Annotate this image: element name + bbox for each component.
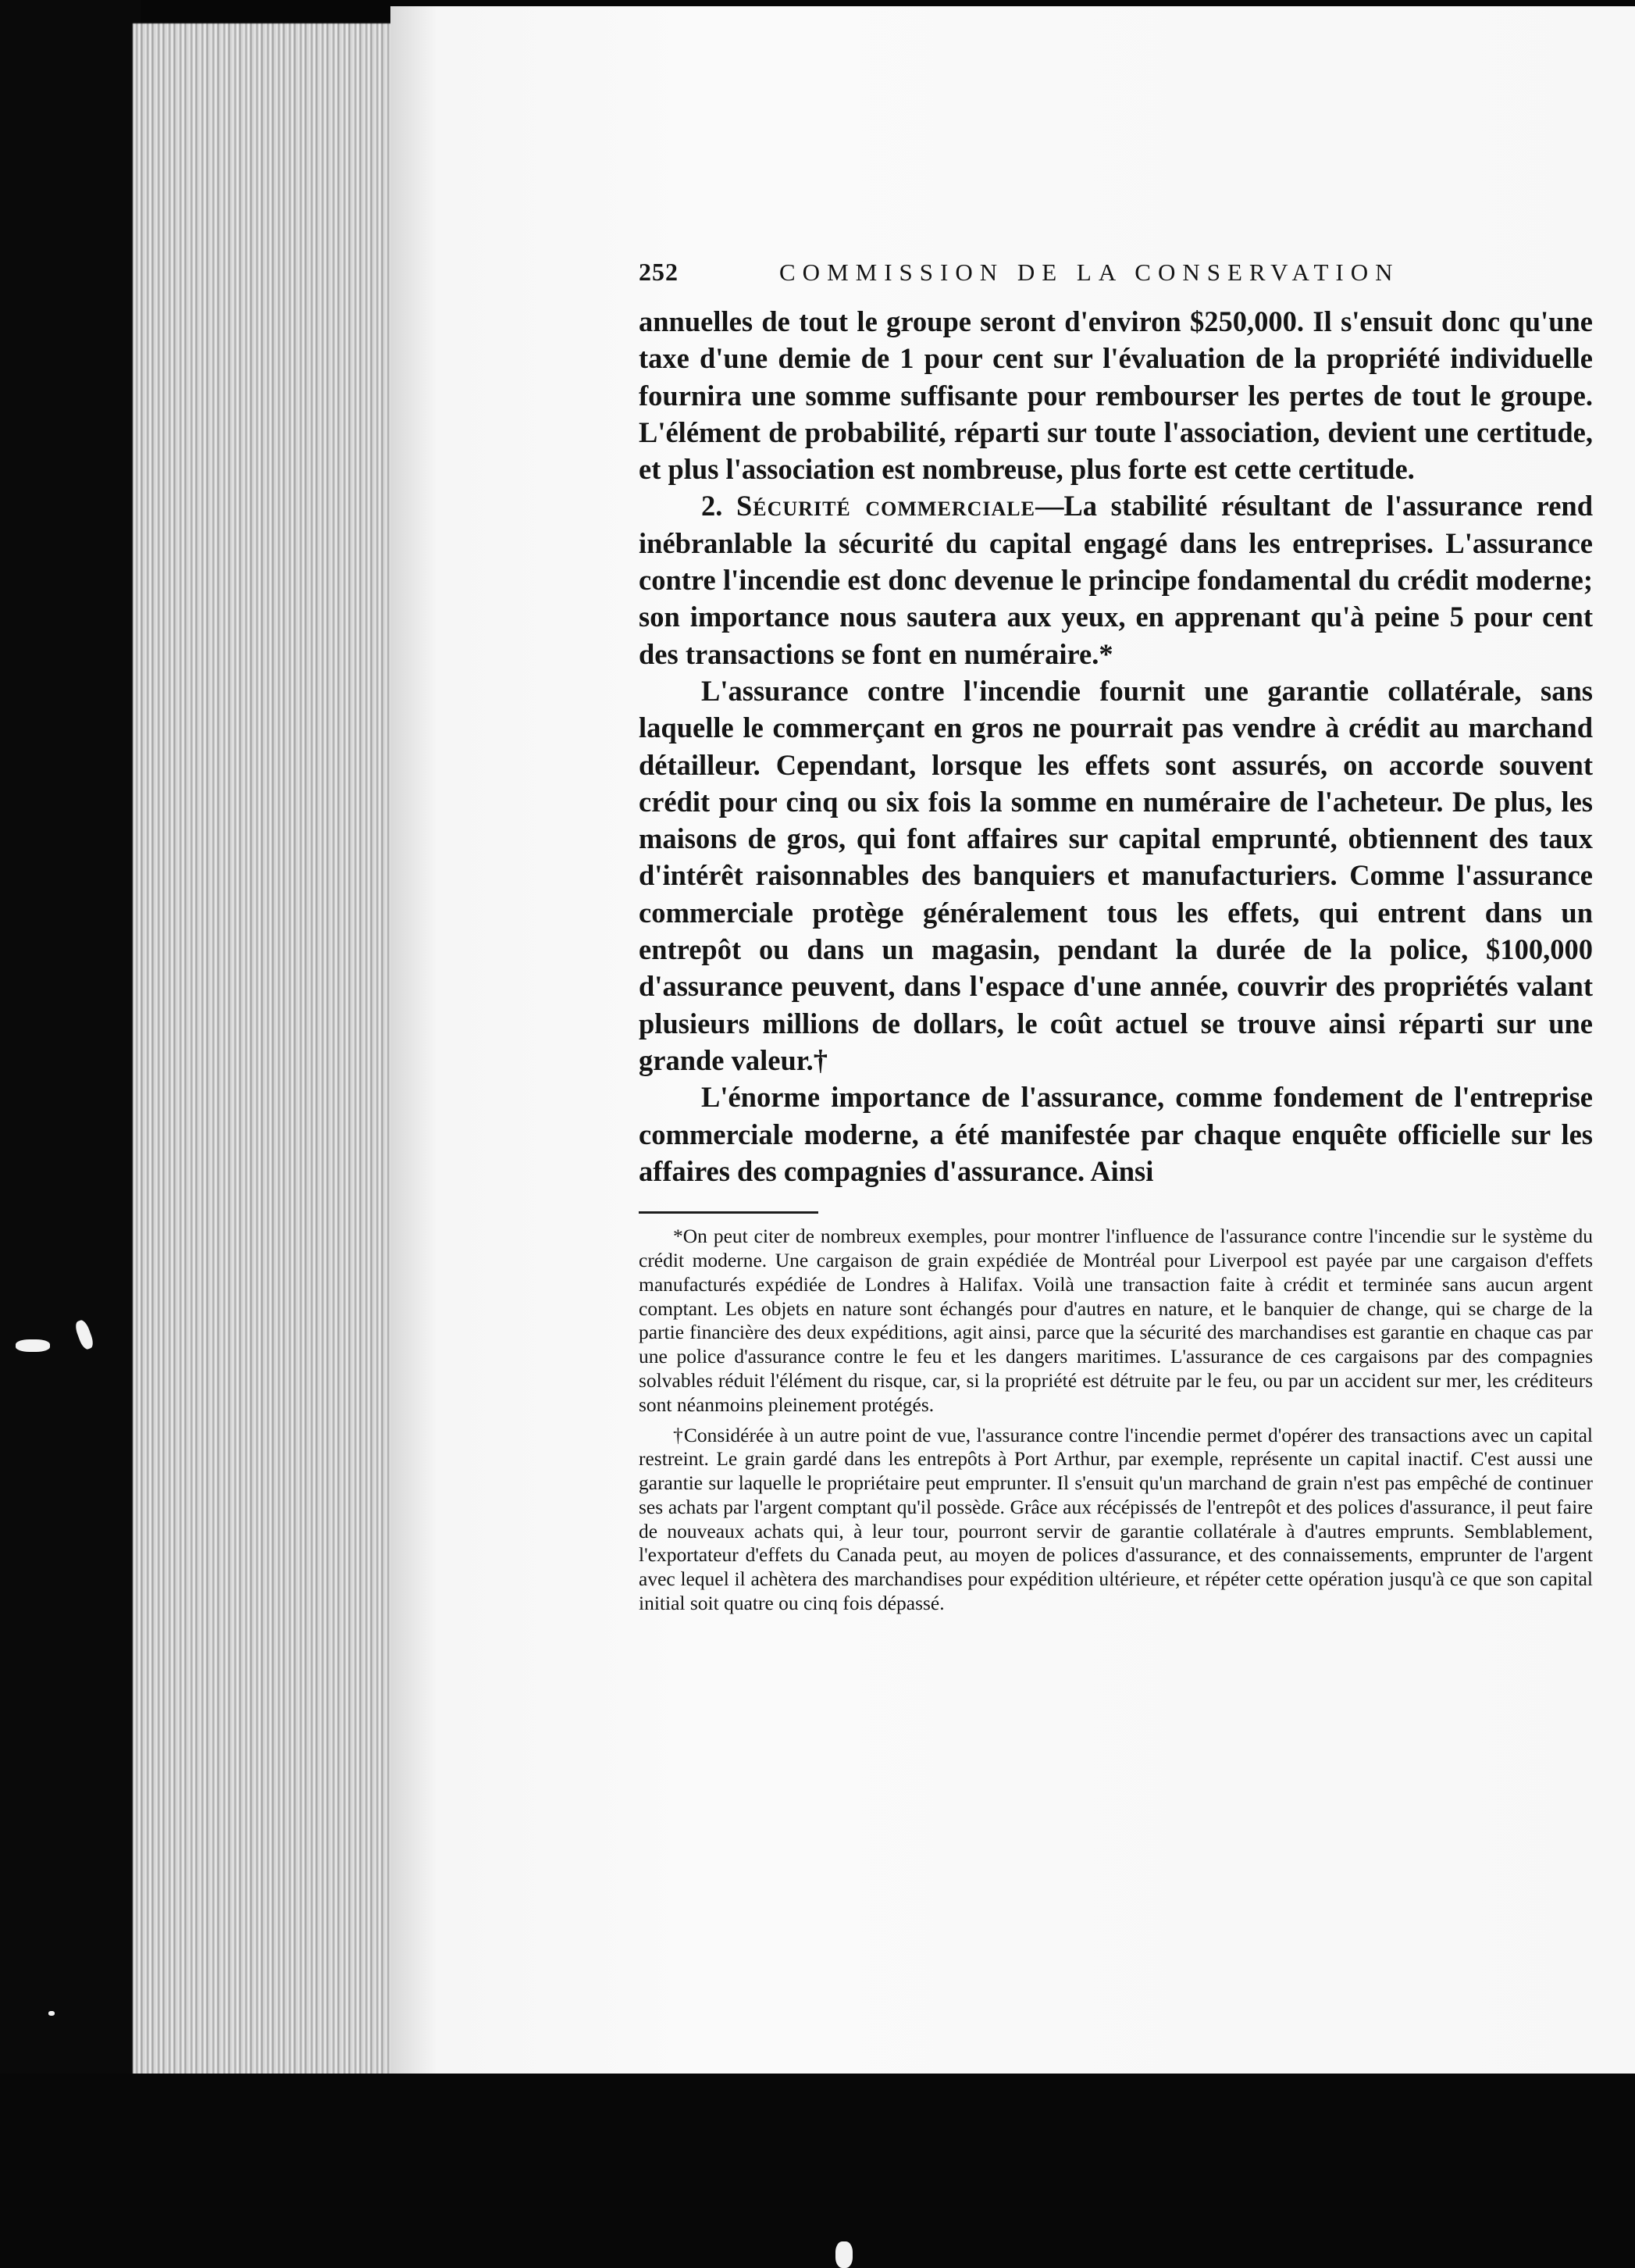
scan-speck [48,2011,55,2016]
scan-speck [16,1339,50,1352]
paragraph-body: —La stabilité résultant de l'assurance rend inébranlable la sécurité du capital engagé dans les entreprises. L'assurance contre l'incendie est donc devenue le principe fondamental du crédit moderne; son importance nous sautera aux yeux, en apprenant qu'à peine 5 pour cent des transactions se font en numéraire.* [639,490,1593,670]
page-number: 252 [639,258,679,286]
text-block [639,258,1593,1616]
paragraph [639,487,1593,672]
page-edges-stack [133,23,422,2077]
scan-background-left [0,0,141,2268]
footnote: †Considérée à un autre point de vue, l'assurance contre l'incendie permet d'opérer des transactions avec un capital restreint. Le grain gardé dans les entrepôts à Port Arthur, par exemple, représente un capital inactif. C'est aussi une garantie sur laquelle le propriétaire peut emprunter. Il s'ensuit qu'un marchand de grain n'est pas empêché de continuer ses achats par l'argent comptant qu'il possède. Grâce aux récépissés de l'entrepôt et des polices d'assurance, il peut faire de nouveaux achats qui, à leur tour, pourront servir de garantie collatérale à d'autres emprunts. Semblablement, l'exportateur d'effets du Canada peut, au moyen de polices d'assurance, et des connaissements, emprunter de l'argent avec lequel il achètera des marchandises pour expédition ultérieure, et répéter cette opération jusqu'à ce que son capital initial soit quatre ou cinq fois dépassé. [639,1423,1593,1615]
section-heading: Sécurité commerciale [736,490,1035,522]
running-title: COMMISSION DE LA CONSERVATION [779,259,1400,286]
section-number: 2. [701,490,723,522]
footnotes [639,1225,1593,1616]
footnote: *On peut citer de nombreux exemples, pour montrer l'influence de l'assurance contre l'incendie sur le système du crédit moderne. Une cargaison de grain expédiée de Montréal pour Liverpool est payée par une cargaison d'effets manufacturés expédiée de Londres à Halifax. Voilà une transaction faite à crédit et terminée sans aucun argent comptant. Les objets en nature sont échangés pour d'autres en nature, et le banquier de change, qui se charge de la partie financière des deux expéditions, agit ainsi, parce que la sécurité des marchandises est garantie en chaque cas par une police d'assurance contre le feu et les dangers maritimes. L'assurance de ces cargaisons par des compagnies solvables réduit l'élément du risque, car, si la propriété est détruite par le feu, ou par un accident sur mer, les créditeurs sont néanmoins pleinement protégés. [639,1225,1593,1416]
paragraph: L'assurance contre l'incendie fournit une garantie collatérale, sans laquelle le commerçant en gros ne pourrait pas vendre à crédit au marchand détailleur. Cependant, lorsque les effets sont assurés, on accorde souvent crédit pour cinq ou six fois la somme en numéraire de l'acheteur. De plus, les maisons de gros, qui font affaires sur capital emprunté, obtiennent des taux d'intérêt raisonnables des banquiers et manufacturiers. Comme l'assurance commerciale protège généralement tous les effets, qui entrent dans un entrepôt ou dans un magasin, pendant la durée de la police, $100,000 d'assurance peuvent, dans l'espace d'une année, couvrir des propriétés valant plusieurs millions de dollars, le coût actuel se trouve ainsi réparti sur une grande valeur.† [639,674,1593,1076]
paragraph: L'énorme importance de l'assurance, comme fondement de l'entreprise commerciale moderne, a été manifestée par chaque enquête officielle sur les affaires des compagnies d'assurance. Ainsi [639,1081,1593,1187]
paragraph: annuelles de tout le groupe seront d'environ $250,000. Il s'ensuit donc qu'une taxe d'une demie de 1 pour cent sur l'évaluation de la propriété individuelle fournira une somme suffisante pour rembourser les pertes de tout le groupe. L'élément de probabilité, réparti sur toute l'association, devient une certitude, et plus l'association est nombreuse, plus forte est cette certitude. [639,305,1593,486]
main-text [639,303,1593,1189]
running-header [639,258,1593,298]
scan-background-bottom [0,2074,1635,2268]
footnote-rule [639,1211,818,1214]
scan-speck [835,2241,853,2268]
